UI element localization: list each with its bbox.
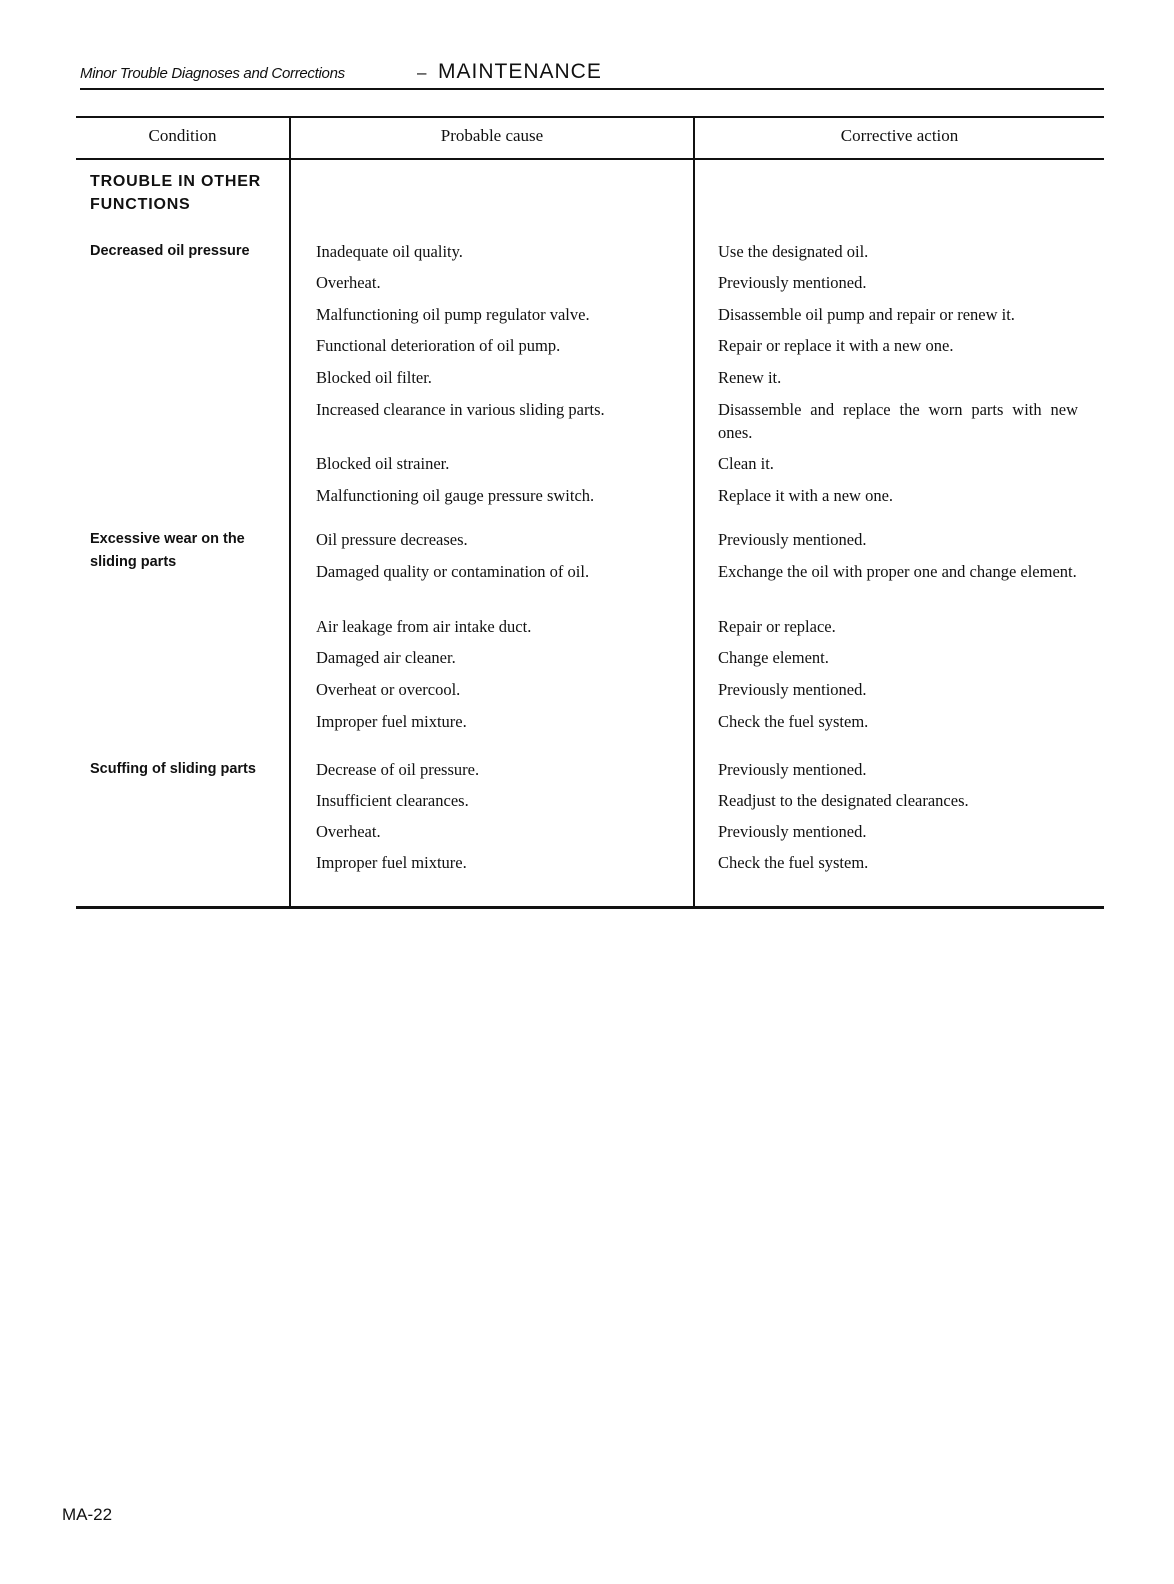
condition-label: Scuffing of sliding parts [90, 761, 256, 777]
header-rule [76, 158, 1104, 160]
column-header-action: Corrective action [840, 126, 959, 145]
condition-label: Decreased oil pressure [90, 243, 250, 259]
cause-cell: Malfunctioning oil pump regulator valve. [316, 305, 590, 324]
page-number: MA-22 [62, 1505, 113, 1524]
column-header-condition: Condition [148, 126, 217, 145]
cause-cell: Improper fuel mixture. [316, 712, 467, 731]
condition-label: Excessive wear on the sliding parts [90, 531, 245, 570]
action-cell: Check the fuel system. [718, 712, 869, 731]
cause-cell: Overheat. [316, 273, 381, 292]
header-subtitle: Minor Trouble Diagnoses and Corrections [80, 65, 345, 82]
cause-cell: Overheat. [316, 822, 381, 841]
cause-cell: Overheat or overcool. [316, 680, 461, 699]
action-cell: Previously mentioned. [718, 530, 867, 549]
action-cell: Change element. [718, 648, 829, 667]
column-header-cause: Probable cause [440, 126, 544, 145]
cause-cell: Blocked oil filter. [316, 368, 432, 387]
cause-cell: Increased clearance in various sliding parts. [316, 400, 605, 419]
action-cell: Readjust to the designated clearances. [718, 791, 969, 810]
column-divider [693, 118, 695, 906]
cause-cell: Improper fuel mixture. [316, 853, 467, 872]
page-header [80, 52, 1104, 90]
section-title: TROUBLE IN OTHER FUNCTIONS [90, 173, 262, 213]
action-cell: Previously mentioned. [718, 760, 867, 779]
trouble-table [76, 116, 1104, 909]
column-divider [289, 118, 291, 906]
action-cell: Repair or replace it with a new one. [718, 336, 954, 355]
action-cell: Previously mentioned. [718, 680, 867, 699]
action-cell: Use the designated oil. [718, 242, 869, 261]
cause-cell: Functional deterioration of oil pump. [316, 336, 561, 355]
action-cell: Exchange the oil with proper one and change element. [718, 562, 1077, 581]
action-cell: Previously mentioned. [718, 822, 867, 841]
action-cell: Repair or replace. [718, 617, 836, 636]
action-cell: Disassemble oil pump and repair or renew it. [718, 305, 1015, 324]
cause-cell: Blocked oil strainer. [316, 454, 450, 473]
cause-cell: Malfunctioning oil gauge pressure switch. [316, 486, 595, 505]
header-dash: – [417, 63, 427, 82]
cause-cell: Inadequate oil quality. [316, 242, 463, 261]
action-cell: Clean it. [718, 454, 774, 473]
action-cell: Disassemble and replace the worn parts with new ones. [718, 400, 1078, 442]
action-cell: Check the fuel system. [718, 853, 869, 872]
cause-cell: Damaged air cleaner. [316, 648, 456, 667]
cause-cell: Damaged quality or contamination of oil. [316, 562, 590, 581]
cause-cell: Insufficient clearances. [316, 791, 469, 810]
header-title: MAINTENANCE [438, 60, 602, 83]
action-cell: Renew it. [718, 368, 782, 387]
cause-cell: Air leakage from air intake duct. [316, 617, 532, 636]
cause-cell: Decrease of oil pressure. [316, 760, 480, 779]
action-cell: Replace it with a new one. [718, 486, 894, 505]
cause-cell: Oil pressure decreases. [316, 530, 468, 549]
action-cell: Previously mentioned. [718, 273, 867, 292]
